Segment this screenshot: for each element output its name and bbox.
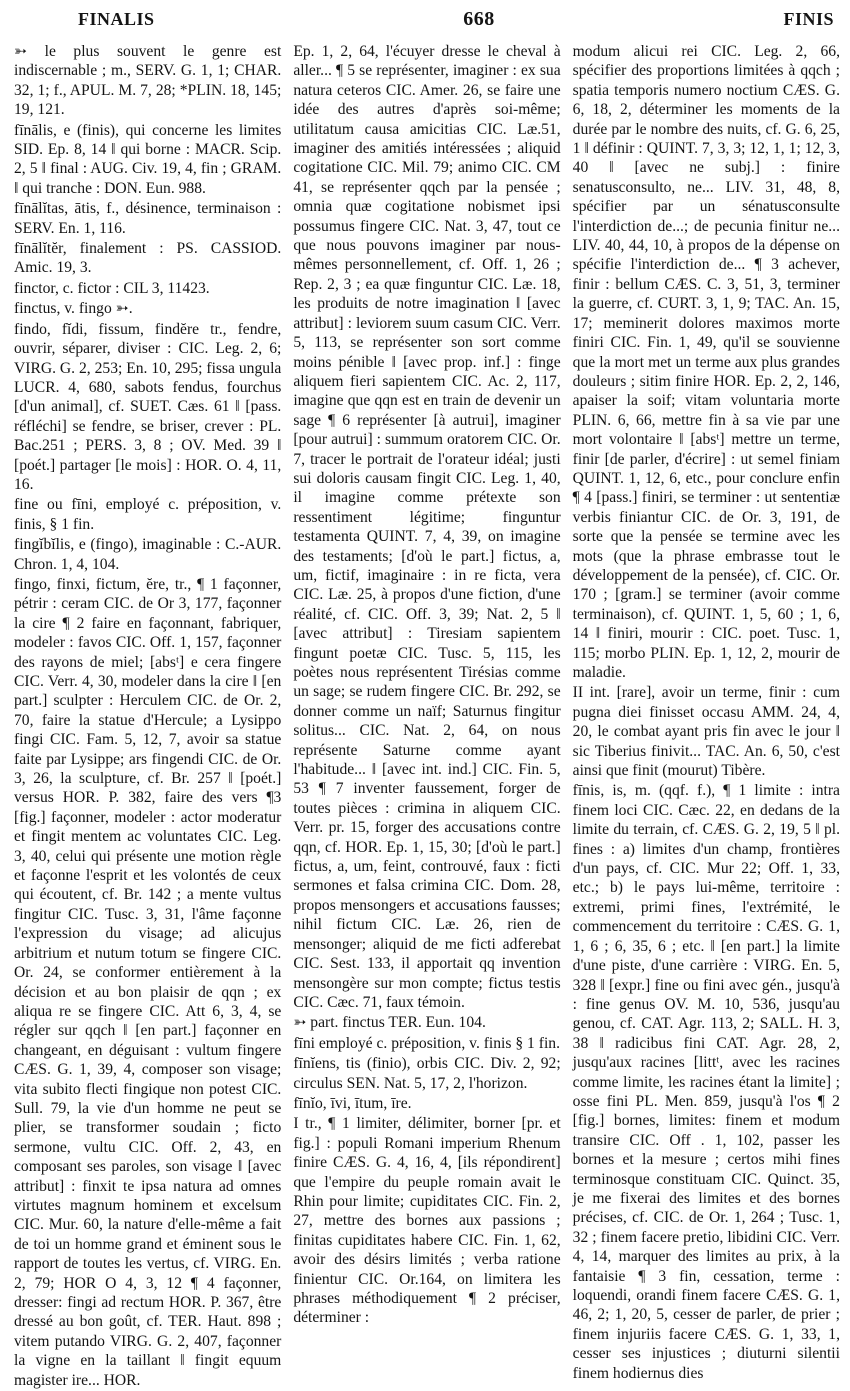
entry-paragraph: fīnālĭtĕr, finalement : PS. CASSIOD. Amic. 19, 3. bbox=[14, 240, 282, 277]
entry-paragraph: fine ou fīni, employé c. préposition, v. finis, § 1 fin. bbox=[14, 496, 282, 533]
column-right bbox=[573, 42, 840, 1391]
entry-paragraph: fingo, finxi, fictum, ĕre, tr., ¶ 1 façonner, pétrir : ceram CIC. de Or 3, 177, façonner la cire ¶ 2 faire en façonnant, fabriquer, modeler : favos CIC. Off. 1, 157, façonner des rayons de miel; [absᵗ] e cera fingere CIC. Verr. 4, 30, modeler dans la cire ‖ [en part.] sculpter : Herculem CIC. de Or. 2, 70, faire la statue d'Hercule; a Lysippo fingi CIC. Fam. 5, 12, 7, avoir sa statue faite par Lysippe; ars fingendi CIC. de Or. 3, 26, la sculpture, cf. Br. 257 ‖ [poét.] versus HOR. P. 382, faire des vers ¶3 [fig.] façonner, modeler : actor moderatur et fingit mentem ac voluntates CIC. Leg. 3, 40, celui qui présente une motion règle et façonne l'esprit et les volontés de ceux qui écoutent, cf. Br. 142 ; a mente vultus fingitur CIC. Tusc. 3, 31, l'âme façonne l'expression du visage; ad alicujus arbitrium et nutum totum se fingere CIC. Or. 24, se conformer entièrement à la décision et au bon plaisir de qqn ; ex aliqua re se fingere CIC. Att 6, 3, 4, se régler sur qqch ‖ [en part.] façonner en changeant, en déguisant : vultum fingere CÆS. G. 1, 39, 4, composer son visage; vita subito flecti fingique non potest CIC. Sull. 79, la vie d'un homme ne peut se plier, se transformer soudain ; ficto sermone, vultu CIC. Off. 2, 43, en composant ses paroles, son visage ‖ [avec attribut] : finxit te ipsa natura ad omnes virtutes magnum hominem et excelsum CIC. Mur. 60, la nature d'elle-même a fait de toi un homme grand et éminent sous le rapport de toutes les vertus, cf. VIRG. En. 2, 79; HOR O 4, 3, 12 ¶ 4 façonner, dresser: fingi ad rectum HOR. P. 367, être dressé au bon goût, cf. TER. Haut. 898 ; vitem putando VIRG. G. 2, 407, façonner la vigne en la taillant ‖ fingit equum magister ire... HOR. bbox=[14, 575, 282, 1389]
entry-paragraph: fīnālĭtas, ātis, f., désinence, terminaison : SERV. En. 1, 116. bbox=[14, 200, 282, 237]
entry-paragraph: finctus, v. fingo ➳. bbox=[14, 300, 133, 318]
running-header bbox=[14, 8, 840, 42]
entry-paragraph: finctor, c. fictor : CIL 3, 11423. bbox=[14, 279, 210, 297]
entry-paragraph: findo, fĭdi, fissum, findĕre tr., fendre, ouvrir, séparer, diviser : CIC. Leg. 2, 6; VIRG. G. 2, 253; En. 10, 295; fissa ungula LUCR. 4, 680, sabots fendus, fourchus [d'un animal], cf. SUET. Cæs. 61 ‖ [pass. réfléchi] se fendre, se briser, crever : PL. Bac.251 ; PERS. 3, 8 ; OV. Med. 39 ‖ [poét.] partager [le mois] : HOR. O. 4, 11, 16. bbox=[14, 320, 282, 493]
page-number: 668 bbox=[463, 8, 495, 30]
entry-paragraph: fīnĭens, tis (finio), orbis CIC. Div. 2, 92; circulus SEN. Nat. 5, 17, 2, l'horizon. bbox=[293, 1055, 561, 1092]
entry-paragraph: ➳ le plus souvent le genre est indiscernable ; m., SERV. G. 1, 1; CHAR. 32, 1; f., APUL. M. 7, 28; *PLIN. 18, 145; 19, 121. bbox=[14, 43, 282, 119]
column-middle bbox=[293, 42, 560, 1391]
entry-paragraph: fīnālis, e (finis), qui concerne les limites SID. Ep. 8, 14 ‖ qui borne : MACR. Scip. 2, 5 ‖ final : AUG. Civ. 19, 4, fin ; GRAM. ‖ qui tranche : DON. Eun. 988. bbox=[14, 121, 282, 197]
column-left bbox=[14, 42, 281, 1391]
entry-paragraph: fīni employé c. préposition, v. finis § 1 fin. bbox=[293, 1034, 560, 1052]
entry-paragraph: modum alicui rei CIC. Leg. 2, 66, spécifier des proportions limitées à qqch ; spatia temporis numero noctium CÆS. G. 6, 18, 2, déterminer les moments de la durée par le nombre des nuits, cf. G. 6, 25, 1 ‖ définir : QUINT. 7, 3, 3; 12, 1, 1; 12, 3, 40 ‖ [avec ne subj.] : finire senatusconsulto, ne... LIV. 31, 48, 8, spécifier par un sénatusconsulte l'interdiction de...; de pecunia finitur ne... LIV. 40, 44, 10, à propos de la dépense on spécifie l'interdiction de... ¶ 3 achever, finir : bellum CÆS. C. 3, 51, 3, terminer la guerre, cf. CURT. 3, 1, 9; TAC. An. 15, 17; meminerit dolores maximos morte finiri CIC. Fin. 1, 49, qu'il se souvienne que la mort met un terme aux plus grandes douleurs ; sitim finire HOR. Ep. 2, 2, 146, apaiser la soif; vitam voluntaria morte PLIN. 6, 66, mettre fin à sa vie par une mort volontaire ‖ [absᵗ] mettre un terme, finir [de parler, d'écrire] : ut semel finiam QUINT. 1, 12, 6, etc., pour conclure enfin ¶ 4 [pass.] finiri, se terminer : ut sententiæ verbis finiantur CIC. de Or. 3, 191, de sorte que la pensée se termine avec les mots (que la phrase embrasse tout le développement de la pensée), cf. CIC. Or. 170 ; [gram.] se terminer (avoir comme terminaison), cf. QUINT. 1, 5, 60 ; 1, 6, 14 ‖ finiri, mourir : CIC. poet. Tusc. 1, 115; morbo PLIN. Ep. 1, 12, 2, mourir de maladie. bbox=[572, 43, 840, 681]
entry-paragraph: fīnĭo, īvi, ītum, īre. bbox=[293, 1094, 412, 1112]
entry-paragraph: I tr., ¶ 1 limiter, délimiter, borner [pr. et fig.] : populi Romani imperium Rhenum finire CÆS. G. 4, 16, 4, [ils répondirent] que l'empire du peuple romain avait le Rhin pour limite; cupiditates CIC. Fin. 2, 27, mettre des bornes aux passions ; finitas cupiditates habere CIC. Fin. 1, 62, avoir des désirs limités ; verba ratione finientur CIC. Or.164, on limitera les phrases méthodiquement ¶ 2 préciser, déterminer : bbox=[293, 1115, 561, 1327]
header-left-word: FINALIS bbox=[78, 9, 155, 29]
text-columns bbox=[14, 42, 840, 1391]
entry-paragraph: ➳ part. finctus TER. Eun. 104. bbox=[293, 1014, 486, 1032]
entry-paragraph: fingĭbĭlis, e (fingo), imaginable : C.-AUR. Chron. 1, 4, 104. bbox=[14, 536, 282, 573]
entry-paragraph: Ep. 1, 2, 64, l'écuyer dresse le cheval à aller... ¶ 5 se représenter, imaginer : ex sua natura ceteros CIC. Amer. 26, se faire une idée des autres d'après soi-même; utilitatum causa amicitias CIC. Læ.51, imaginer des amitiés intéressées ; aliquid cogitatione CIC. Mil. 79; animo CIC. CM 41, se représenter qqch par la pensée ; omnia quæ cogitatione nobismet ipsi possumus fingere CIC. Nat. 3, 47, tout ce que nous pouvons imaginer par nous-mêmes personnellement, cf. Off. 1, 26 ; Rep. 2, 3 ; ea quæ finguntur CIC. Læ. 18, les produits de notre imagination ‖ [avec attribut] : leviorem suum casum CIC. Verr. 5, 113, se représenter son sort comme moins pénible ‖ [avec prop. inf.] : finge aliquem fieri sapientem CIC. Ac. 2, 117, imagine que qqn est en train de devenir un sage ¶ 6 représenter [à autrui], imaginer [pour autrui] : summum oratorem CIC. Or. 7, tracer le portrait de l'orateur idéal; justi sui doloris causam fingit CIC. Leg. 1, 40, il imagine comme prétexte son ressentiment légitime; finguntur testamenta QUINT. 7, 4, 39, on imagine des testaments; [d'où le part.] fictus, a, um, fictif, imaginaire : in re ficta, vera CIC. Læ. 25, à propos d'une fiction, d'une réalité, cf. CIC. Off. 3, 39; Nat. 2, 5 ‖ [avec attribut] : Tiresiam sapientem fingunt poetæ CIC. Tusc. 5, 115, les poètes nous représentent Tirésias comme un sage; se rudem fingere CIC. Br. 292, se donner comme un naïf; Saturnus fingitur solitus... CIC. Nat. 2, 64, on nous représente Saturne comme ayant l'habitude... ‖ [avec int. ind.] CIC. Fin. 5, 53 ¶ 7 inventer faussement, forger de toutes pièces : crimina in aliquem CIC. Verr. pr. 15, forger des accusations contre qqn, cf. HOR. Ep. 1, 15, 30; [d'où le part.] fictus, a, um, feint, controuvé, faux : ficti sermones et falsa crimina CIC. Dom. 28, propos mensongers et accusations fausses; nihil fictum CIC. Læ. 26, rien de mensonger; aliquid de me ficti adferebat CIC. Sest. 133, il apportait qq invention mensongère sur mon compte; fictus testis CIC. Cæc. 71, faux témoin. bbox=[293, 43, 561, 1011]
entry-paragraph: fīnis, is, m. (qqf. f.), ¶ 1 limite : intra finem loci CIC. Cæc. 22, en dedans de la limite du terrain, cf. CÆS. G. 2, 19, 5 ‖ pl. fines : a) limites d'un champ, frontières d'un pays, cf. CIC. Mur 22; Off. 1, 33, etc.; b) le pays lui-même, territoire : extremi, primi fines, l'extrémité, le commencement du territoire : CÆS. G. 1, 1, 6 ; 6, 35, 6 ; etc. ‖ [en part.] la limite d'une piste, d'une carrière : VIRG. En. 5, 328 ‖ [expr.] fine ou fini avec gén., jusqu'à : fine genus OV. M. 10, 536, jusqu'au genou, cf. CAT. Agr. 113, 2; SALL. H. 3, 38 ‖ radicibus fini CAT. Agr. 28, 2, jusqu'aux racines [littᵗ, avec les racines comme limite, les racines étant la limite] ; osse fini PL. Men. 859, jusqu'à l'os ¶ 2 [fig.] bornes, limites: finem et modum transire CIC. Off . 1, 102, passer les bornes et la mesure ; certos mihi fines terminosque constituam CIC. Quinct. 35, je me fixerai des limites et des bornes précises, cf. CIC. de Or. 1, 264 ; Tusc. 1, 32 ; finem facere pretio, libidini CIC. Verr. 4, 14, marquer des limites au prix, à la fantaisie ¶ 3 fin, cessation, terme : loquendi, orandi finem facere CÆS. G. 1, 46, 2; 1, 20, 5, cesser de parler, de prier ; finem injuriis facere CÆS. G. 1, 33, 1, cesser ses injustices ; diuturni silentii finem hodiernus dies bbox=[572, 782, 840, 1382]
entry-paragraph: II int. [rare], avoir un terme, finir : cum pugna diei finisset occasu AMM. 24, 4, 20, le combat ayant pris fin avec le jour ‖ sic Tiberius finivit... TAC. An. 6, 50, c'est ainsi que finit (mourut) Tibère. bbox=[572, 684, 840, 780]
header-right-word: FINIS bbox=[783, 9, 834, 29]
